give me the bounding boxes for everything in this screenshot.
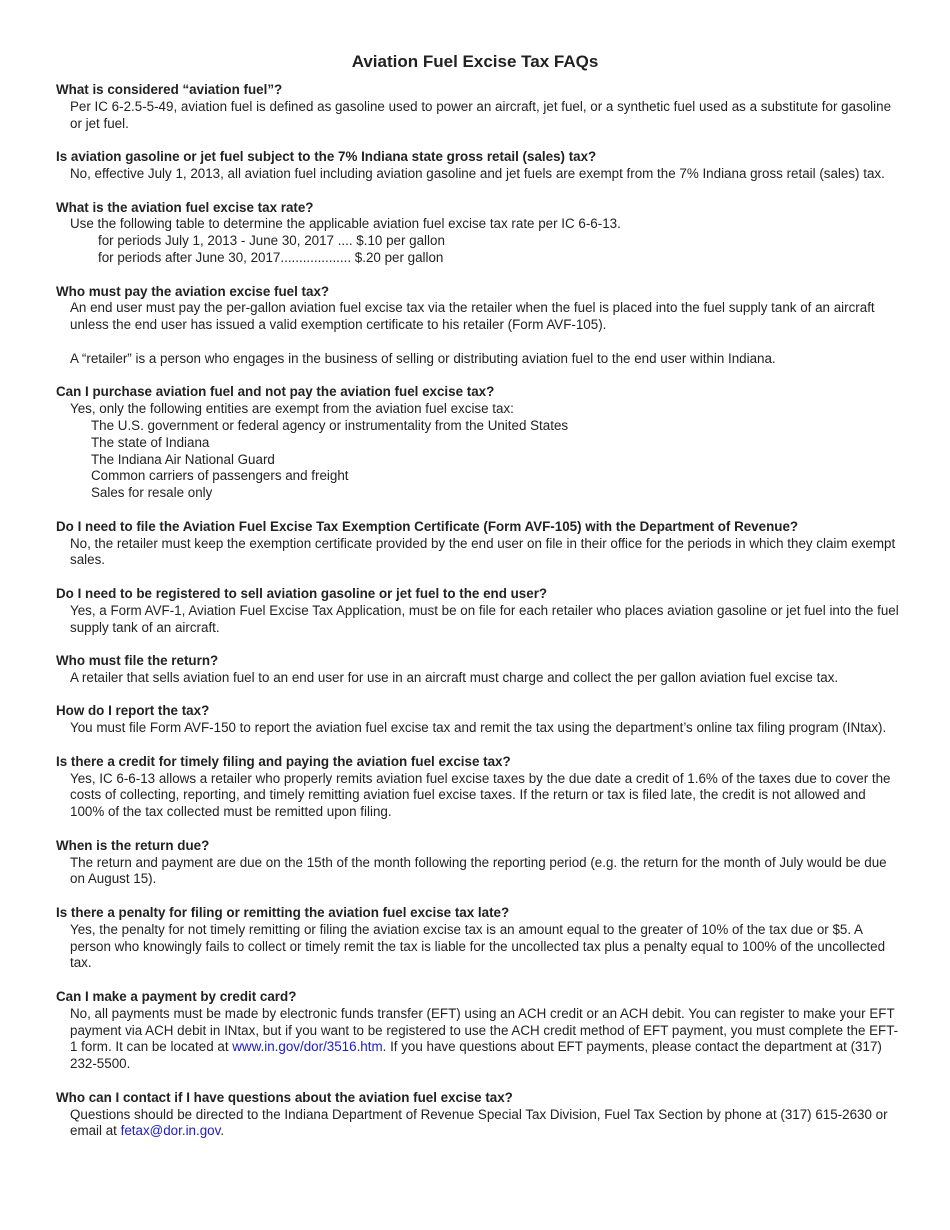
rate-row: for periods July 1, 2013 - June 30, 2017 .... $.10 per gallon: [98, 233, 445, 249]
faq-answer: Yes, IC 6-6-13 allows a retailer who properly remits aviation fuel excise taxes by the due date a credit of 1.6% of the taxes due to cover the costs of collecting, reporting, and timely remitting aviation fuel excise taxes. If the return or tax is filed late, the credit is not allowed and 100% of the tax collected must be remitted upon filing.: [70, 770, 891, 820]
faq-list: [56, 82, 901, 1157]
exempt-entity: Sales for resale only: [91, 485, 213, 501]
faq-answer: No, the retailer must keep the exemption certificate provided by the end user on file in their office for the periods in which they claim exempt sales.: [70, 535, 896, 568]
exempt-entity: Common carriers of passengers and freight: [91, 468, 349, 484]
faq-answer: You must file Form AVF-150 to report the aviation fuel excise tax and remit the tax using the department’s online tax filing program (INtax).: [70, 720, 887, 736]
faq-question: What is considered “aviation fuel”?: [56, 82, 283, 97]
faq-answer: An end user must pay the per-gallon aviation fuel excise tax via the retailer when the fuel is placed into the fuel supply tank of an aircraft unless the end user has issued a valid exemption certificate to his retailer (Form AVF-105). A “retailer” is a person who engages in the business of selling or distributing aviation fuel to the end user within Indiana.: [56, 300, 901, 367]
exempt-entity: The state of Indiana: [91, 434, 210, 450]
faq-question: When is the return due?: [56, 837, 210, 853]
faq-question: How do I report the tax?: [56, 703, 210, 719]
faq-answer: Yes, the penalty for not timely remitting or filing the aviation excise tax is an amount equal to the greater of 10% of the tax due or $5. A person who knowingly fails to collect or timely remit the tax is liable for the uncollected tax plus a penalty equal to 100% of the uncollected tax.: [70, 921, 886, 971]
faq-item: [56, 754, 901, 821]
faq-answer-note: A “retailer” is a person who engages in the business of selling or distributing aviation fuel to the end user within Indiana.: [70, 350, 776, 366]
faq-question: Can I purchase aviation fuel and not pay the aviation fuel excise tax?: [56, 384, 495, 400]
faq-item: [56, 1090, 901, 1140]
faq-question: Is there a penalty for filing or remitting the aviation fuel excise tax late?: [56, 905, 510, 921]
faq-question: Do I need to be registered to sell aviation gasoline or jet fuel to the end user?: [56, 585, 548, 601]
eft-info-link[interactable]: www.in.gov/dor/3516.htm: [232, 1039, 383, 1055]
faq-item: [56, 519, 901, 569]
faq-answer: The return and payment are due on the 15th of the month following the reporting period (e.g. the return for the month of July would be due on August 15).: [70, 854, 887, 887]
faq-question: What is the aviation fuel excise tax rate?: [56, 199, 314, 215]
faq-answer: Use the following table to determine the applicable aviation fuel excise tax rate per IC 6-6-13. for periods July 1, 2013 - June 30, 2017 .... $.10 per gallon for periods after June 30, 2017................... $.20 per gallon: [56, 216, 901, 266]
faq-item: [56, 284, 901, 368]
answer-text: . If you have questions about EFT payments, please contact the department at (317) 232-5500.: [70, 1039, 882, 1072]
faq-question: Who must file the return?: [56, 653, 219, 669]
faq-question: Who can I contact if I have questions about the aviation fuel excise tax?: [56, 1089, 513, 1105]
answer-text: Questions should be directed to the Indiana Department of Revenue Special Tax Division, Fuel Tax Section by phone at (317) 615-2630 or email at: [70, 1106, 888, 1139]
faq-item: [56, 200, 901, 267]
faq-item: [56, 989, 901, 1073]
faq-item: [56, 703, 901, 737]
faq-answer: [56, 1006, 901, 1073]
faq-item: [56, 149, 901, 183]
faq-question: Can I make a payment by credit card?: [56, 989, 297, 1005]
faq-question: Is aviation gasoline or jet fuel subject to the 7% Indiana state gross retail (sales) tax?: [56, 149, 597, 165]
answer-text: .: [220, 1123, 225, 1139]
faq-question: Who must pay the aviation excise fuel tax?: [56, 283, 330, 299]
faq-answer: [56, 1107, 901, 1141]
faq-answer: A retailer that sells aviation fuel to an end user for use in an aircraft must charge and collect the per gallon aviation fuel excise tax.: [70, 669, 839, 685]
faq-item: [56, 82, 901, 132]
faq-answer: Per IC 6-2.5-5-49, aviation fuel is defined as gasoline used to power an aircraft, jet fuel, or a synthetic fuel used as a substitute for gasoline or jet fuel.: [70, 98, 892, 131]
faq-item: [56, 905, 901, 972]
faq-answer: Yes, only the following entities are exempt from the aviation fuel excise tax: The U.S. government or federal agency or instrumentality from the United States The state of Indiana The Indiana Air National Guard Common carriers of passengers and freight Sales for resale only: [56, 401, 901, 502]
faq-item: [56, 653, 901, 687]
exempt-entity: The Indiana Air National Guard: [91, 451, 275, 467]
answer-text: No, all payments must be made by electronic funds transfer (EFT) using an ACH credit or an ACH debit. You can register to make your EFT payment via ACH debit in INtax, but if you want to be registered to use the ACH credit method of EFT payment, you must complete the EFT-1 form. It can be located at: [70, 1005, 899, 1055]
faq-item: [56, 838, 901, 888]
faq-question: Do I need to file the Aviation Fuel Excise Tax Exemption Certificate (Form AVF-105) with the Department of Revenue?: [56, 518, 799, 534]
rate-row: for periods after June 30, 2017................... $.20 per gallon: [98, 249, 444, 265]
faq-question: Is there a credit for timely filing and paying the aviation fuel excise tax?: [56, 753, 511, 769]
faq-item: [56, 384, 901, 502]
exempt-entity: The U.S. government or federal agency or instrumentality from the United States: [91, 417, 569, 433]
faq-answer: Yes, a Form AVF-1, Aviation Fuel Excise Tax Application, must be on file for each retailer who places aviation gasoline or jet fuel into the fuel supply tank of an aircraft.: [70, 602, 899, 635]
page-title: Aviation Fuel Excise Tax FAQs: [351, 52, 599, 71]
faq-answer: No, effective July 1, 2013, all aviation fuel including aviation gasoline and jet fuels are exempt from the 7% Indiana gross retail (sales) tax.: [70, 165, 885, 181]
faq-item: [56, 586, 901, 636]
email-link[interactable]: fetax@dor.in.gov: [120, 1123, 221, 1139]
